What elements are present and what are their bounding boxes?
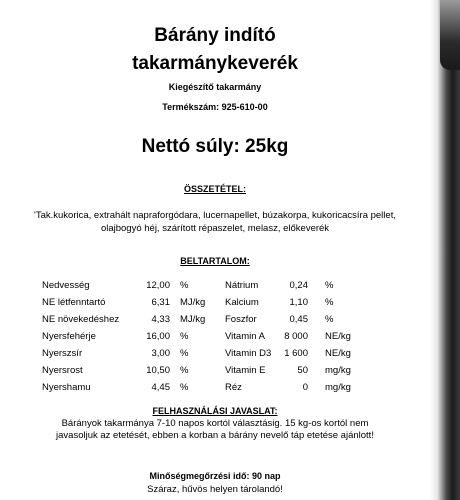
nutrient-row	[225, 297, 385, 310]
nutrient-name: Foszfor	[225, 314, 257, 325]
nutrient-value: 50	[297, 365, 308, 376]
nutrient-value: 4,45	[151, 382, 170, 393]
nutrient-name: Nyershamu	[42, 382, 91, 393]
nutrient-name: Nyersfehérje	[42, 331, 96, 342]
nutrient-row	[42, 348, 222, 361]
nutrient-row	[225, 280, 385, 293]
composition-heading: ÖSSZETÉTEL:	[183, 184, 246, 194]
nutrient-unit: %	[180, 331, 189, 342]
nutrient-name: NE növekedéshez	[42, 314, 120, 325]
title-line1: Bárány indító	[154, 25, 276, 46]
nutrient-row	[42, 280, 222, 293]
nutrient-name: Réz	[225, 382, 242, 393]
nutrient-unit: %	[180, 280, 189, 291]
nutrient-unit: mg/kg	[325, 382, 351, 393]
storage-note: Száraz, hűvös helyen tárolandó!	[147, 484, 283, 495]
nutrient-value: 0	[302, 382, 308, 393]
shelf-life: Minőségmegőrzési idő: 90 nap	[149, 471, 281, 481]
nutrient-unit: %	[325, 297, 334, 308]
nutrient-row	[225, 348, 385, 361]
nutrients-heading: BELTARTALOM:	[180, 256, 250, 266]
nutrient-value: 10,50	[146, 365, 170, 376]
nutrient-unit: mg/kg	[325, 365, 351, 376]
nutrient-name: Nátrium	[225, 280, 259, 291]
nutrient-unit: MJ/kg	[180, 314, 206, 325]
photo-edge-shadow	[430, 0, 460, 500]
nutrient-unit: NE/kg	[325, 331, 351, 342]
nutrient-name: Vitamin E	[225, 365, 266, 376]
nutrient-value: 8 000	[284, 331, 308, 342]
subtitle: Kiegészítő takarmány	[168, 82, 262, 92]
nutrient-value: 0,24	[289, 280, 308, 291]
nutrient-value: 3,00	[151, 348, 170, 359]
nutrient-unit: %	[180, 365, 189, 376]
nutrient-value: 0,45	[289, 314, 308, 325]
product-code: Termékszám: 925-610-00	[162, 102, 268, 112]
nutrient-row	[42, 331, 222, 344]
nutrient-value: 6,31	[151, 297, 170, 308]
nutrient-name: NE létfenntartó	[42, 297, 106, 308]
composition-text: 'Tak.kukorica, extrahált napraforgódara, lucernapellet, búzakorpa, kukoricacsíra pellet, olajbogyó héj, szárított répaszelet, melasz, előkeverék	[34, 210, 396, 234]
title-line2: takarmánykeverék	[132, 53, 298, 74]
usage-heading: FELHASZNÁLÁSI JAVASLAT:	[152, 406, 278, 416]
nutrient-row	[225, 314, 385, 327]
net-weight: Nettó súly: 25kg	[141, 136, 289, 157]
nutrient-row	[42, 382, 222, 395]
nutrient-value: 16,00	[146, 331, 170, 342]
nutrient-name: Nyerszsír	[42, 348, 83, 359]
nutrient-unit: %	[180, 382, 189, 393]
nutrient-row	[225, 382, 385, 395]
nutrient-row	[225, 365, 385, 378]
nutrient-unit: %	[325, 280, 334, 291]
nutrient-row	[42, 365, 222, 378]
nutrient-name: Kalcium	[225, 297, 259, 308]
nutrient-name: Nyersrost	[42, 365, 83, 376]
usage-text: Bárányok takarmánya 7-10 napos kortól választásig. 15 kg-os kortól nem javasoljuk az etetését, ebben a korban a bárány nevelő táp etetése ajánlott!	[56, 418, 374, 441]
nutrient-name: Vitamin D3	[225, 348, 272, 359]
nutrient-value: 1 600	[284, 348, 308, 359]
nutrient-value: 1,10	[289, 297, 308, 308]
nutrient-row	[42, 297, 222, 310]
nutrient-unit: NE/kg	[325, 348, 351, 359]
nutrient-row	[42, 314, 222, 327]
nutrient-value: 12,00	[146, 280, 170, 291]
nutrient-name: Vitamin A	[225, 331, 265, 342]
nutrient-row	[225, 331, 385, 344]
nutrient-name: Nedvesség	[42, 280, 90, 291]
nutrient-value: 4,33	[151, 314, 170, 325]
nutrient-unit: %	[325, 314, 334, 325]
nutrient-unit: %	[180, 348, 189, 359]
nutrient-unit: MJ/kg	[180, 297, 206, 308]
